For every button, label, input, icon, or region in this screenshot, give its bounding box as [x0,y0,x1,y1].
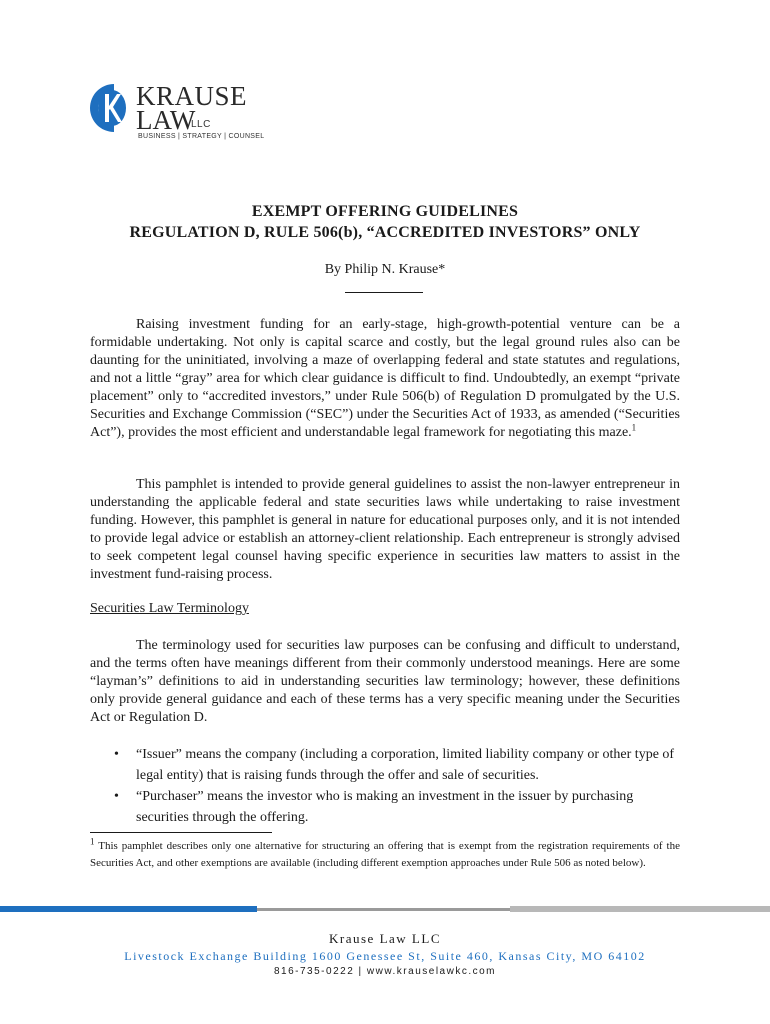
list-item [90,786,680,828]
footer-firm-name: Krause Law LLC [329,931,441,946]
byline-divider [345,292,423,293]
definitions-list [90,744,680,828]
krause-k-logo-icon [88,82,136,134]
footer-bar-grey [510,906,770,912]
definition-issuer: “Issuer” means the company (including a corporation, limited liability company or other type of legal entity) that is raising funds through the offer and sale of securities. [136,747,675,783]
logo-suffix: LLC [191,119,211,130]
footnote [90,838,680,872]
disclaimer-paragraph [90,476,680,584]
intro-paragraph [90,316,680,442]
footer-address: Livestock Exchange Building 1600 Genessee St, Suite 460, Kansas City, MO 64102 [124,949,646,963]
footer-contact: 816-735-0222 | www.krauselawkc.com [273,966,496,977]
footnote-text: This pamphlet describes only one alternative for structuring an offering that is exempt from the registration requirements of the Securities Act, and other exemptions are available (including different exemption approaches under Rule 506 as noted below). [90,840,680,869]
logo-firm-line1: KRAUSE [136,81,248,111]
section-heading-terminology: Securities Law Terminology [90,601,249,616]
bullet-icon: • [114,789,119,804]
terminology-paragraph [90,637,680,727]
document-title-line2: REGULATION D, RULE 506(b), “ACCREDITED INVESTORS” ONLY [129,224,641,241]
footnote-reference: 1 [631,422,637,433]
definition-purchaser: “Purchaser” means the investor who is making an investment in the issuer by purchasing securities through the offering. [136,789,634,825]
list-item [90,744,680,786]
author-byline: By Philip N. Krause* [324,262,446,277]
footnote-number: 1 [90,836,95,847]
logo-tagline: BUSINESS | STRATEGY | COUNSEL [138,133,265,140]
intro-paragraph-text: Raising investment funding for an early-stage, high-growth-potential venture can be a formidable undertaking. Not only is capital scarce and costly, but the legal ground rules also can be daunting for the uninitiated, involving a maze of overlapping federal and state statutes and regulations, and not a little “gray” area for which clear guidance is difficult to find. Undoubtedly, an exempt “private placement” only to “accredited investors,” under Rule 506(b) of Regulation D promulgated by the U.S. Securities and Exchange Commission (“SEC”) under the Securities Act of 1933, as amended (“Securities Act”), provides the most efficient and understandable legal framework for negotiating this maze. [90,317,680,440]
bullet-icon: • [114,747,119,762]
footnote-divider [90,832,272,833]
terminology-paragraph-text: The terminology used for securities law purposes can be confusing and difficult to understand, and the terms often have meanings different from their commonly understood meanings. Here are some “layman’s” definitions to aid in understanding securities law terminology; however, these definitions only provide general guidance and each of these terms has a very specific meaning under the Securities Act or Regulation D. [90,638,680,725]
disclaimer-paragraph-text: This pamphlet is intended to provide general guidelines to assist the non-lawyer entrepreneur in understanding the applicable federal and state securities laws while undertaking to raise investment funding. However, this pamphlet is general in nature for educational purposes only, and it is not intended to provide legal advice or establish an attorney-client relationship. Each entrepreneur is strongly advised to seek competent legal counsel having specific experience in securities law matters to assist in the investment fund-raising process. [90,477,680,582]
footer-bar-blue [0,906,257,912]
document-title-line1: EXEMPT OFFERING GUIDELINES [251,203,519,220]
firm-logo [88,81,265,142]
footer-bar-grey-thin [257,908,510,911]
logo-firm-line2: LAW [136,105,196,135]
